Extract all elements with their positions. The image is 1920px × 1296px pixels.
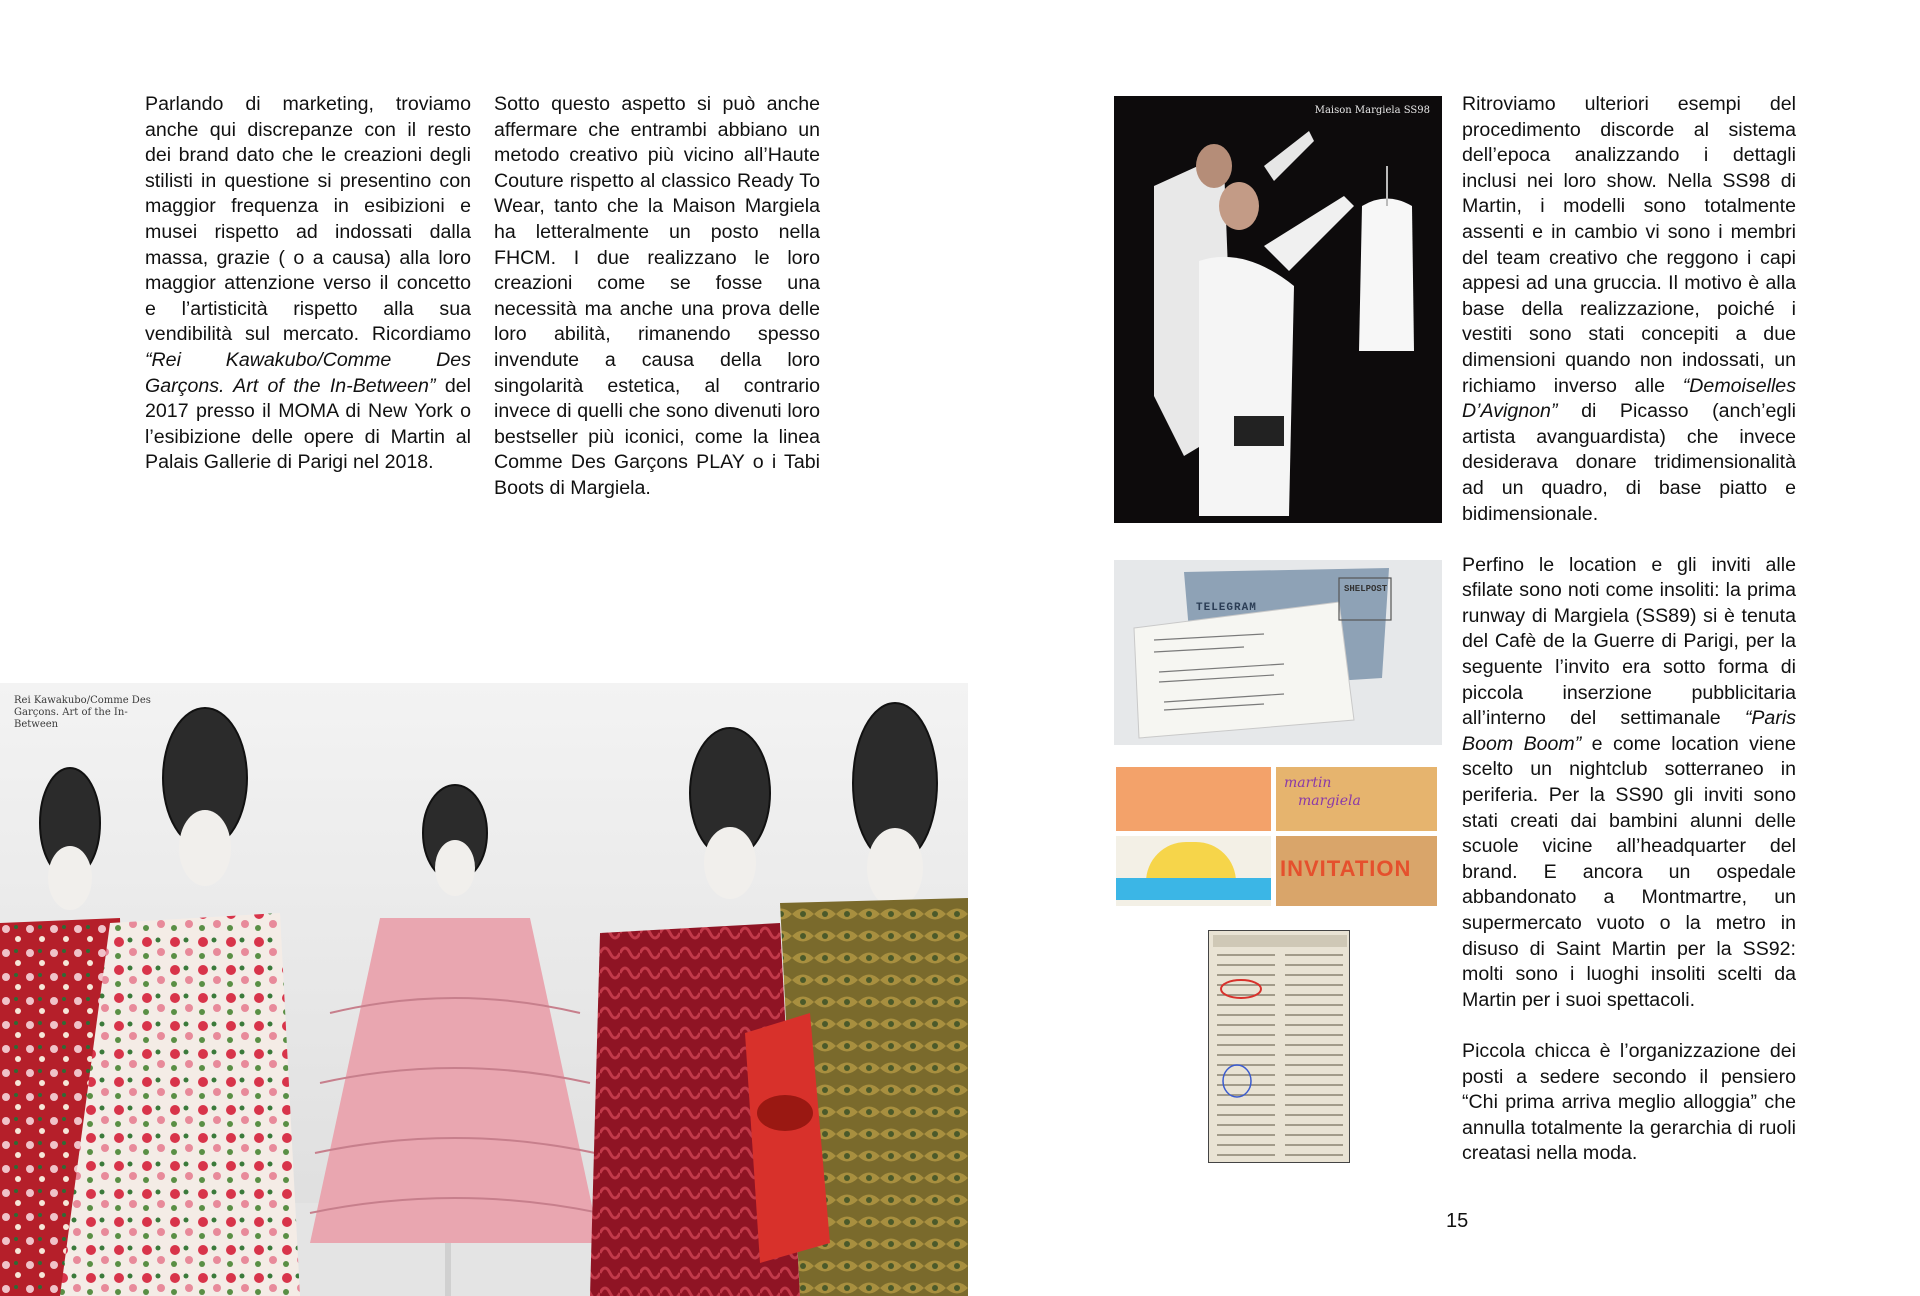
newspaper-clipping-photo [1208, 930, 1350, 1163]
paris-boom-boom-title: “Paris Boom Boom” [1462, 707, 1796, 755]
margiela-ss98-photo [1114, 96, 1442, 523]
team-holding-garments-illustration [1114, 96, 1442, 523]
margiela-caption: Maison Margiela SS98 [1314, 105, 1430, 116]
creative-method-paragraph: Sotto questo aspetto si può anche affermare che entrambi abbiano un metodo creativo più vicino all’Haute Couture rispetto al classico Ready To Wear, tanto che la Maison Margiela ha letteralmente un posto nella FHCM. I due realizzano le loro creazioni come se fosse una necessità ma anche una prova delle loro abilità, rimanendo spesso invendute a causa della loro singolarità estetica, al contrario invece di quelli che sono divenuti loro bestseller più iconici, come la linea Comme Des Garçons PLAY o i Tabi Boots di Margiela. [494, 93, 820, 499]
text-column-3 [1462, 92, 1796, 1167]
seating-paragraph: Piccola chicca è l’organizzazione dei posti a sedere secondo il pensiero “Chi prima arriva meglio alloggia” che annulla totalmente la gerarchia di ruoli creatasi nella moda. [1462, 1039, 1796, 1165]
telegram-header: TELEGRAM [1196, 602, 1257, 614]
telegram-stamp: SHELPOST [1344, 584, 1388, 594]
invite-card-martin [1276, 767, 1437, 831]
ss98-paragraph: Ritroviamo ulteriori esempi del procedimento discorde al sistema dell’epoca analizzando i dettagli inclusi nei loro show. Nella SS98 di Martin, i modelli sono totalmente assenti e in cambio vi sono i membri del team creativo che reggono i capi appesi ad una gruccia. Il motivo è alla base della realizzazione, poiché i vestiti sono stati concepiti a due dimensioni quando non indossati, un richiamo inverso alle “Demoiselles D’Avignon” di Picasso (anch’egli artista avanguardista) che invece desiderava donare tridimensionalità ad un quadro, di base piatto e bidimensionale. [1462, 93, 1796, 525]
text-column-1 [145, 92, 471, 476]
invite-martin-text: martin [1284, 775, 1332, 791]
locations-paragraph: Perfino le location e gli inviti alle sfilate sono noti come insoliti: la prima runway di Margiela (SS89) si è tenuta del Cafè de la Guerre di Parigi, per la seguente l’invito era sotto forma di piccola inserzione pubblicitaria all’interno del settimanale “Paris Boom Boom” e come location viene scelto un nightclub sotterraneo in periferia. Per la SS90 gli inviti sono stati creati dai bambini alunni delle scuole vicine all’headquarter del brand. E ancora un ospedale abbandonato a Montmartre, un supermercato vuoto o la metro in disuso di Saint Martin per la SS92: molti sono i luoghi insoliti scelti da Martin per i suoi spettacoli. [1462, 553, 1796, 1011]
text-column-2 [494, 92, 820, 502]
marketing-paragraph: Parlando di marketing, troviamo anche qui discrepanze con il resto dei brand dato che le creazioni degli stilisti in questione si presentino con maggior frequenza in esibizioni e musei rispetto ad indossati dalla massa, grazie ( o a causa) alla loro maggior attenzione verso il concetto e l’artisticità rispetto alla sua vendibilità sul mercato. Ricordiamo “Rei Kawakubo/Comme Des Garçons. Art of the In-Between” del 2017 presso il MOMA di New York o l’esibizione delle opere di Martin al Palais Gallerie di Parigi nel 2018. [145, 93, 471, 474]
exhibition-title: “Rei Kawakubo/Comme Des Garçons. Art of the In-Between” [145, 348, 471, 397]
children-invitations-photo [1114, 764, 1442, 910]
mannequins-illustration [0, 683, 968, 1296]
telegram-invitation-photo [1114, 560, 1442, 745]
invite-margiela-text: margiela [1298, 793, 1361, 809]
exhibition-caption: Rei Kawakubo/Comme Des Garçons. Art of the In-Between [14, 695, 151, 730]
demoiselles-title: “Demoiselles D’Avignon” [1462, 374, 1796, 423]
invite-card-invitation [1276, 836, 1437, 906]
invite-card-sunset [1116, 836, 1271, 906]
page-number: 15 [1446, 1210, 1469, 1232]
exhibition-photo [0, 683, 968, 1296]
invite-invitation-text: INVITATION [1280, 856, 1412, 881]
invite-card-orange [1116, 767, 1271, 831]
